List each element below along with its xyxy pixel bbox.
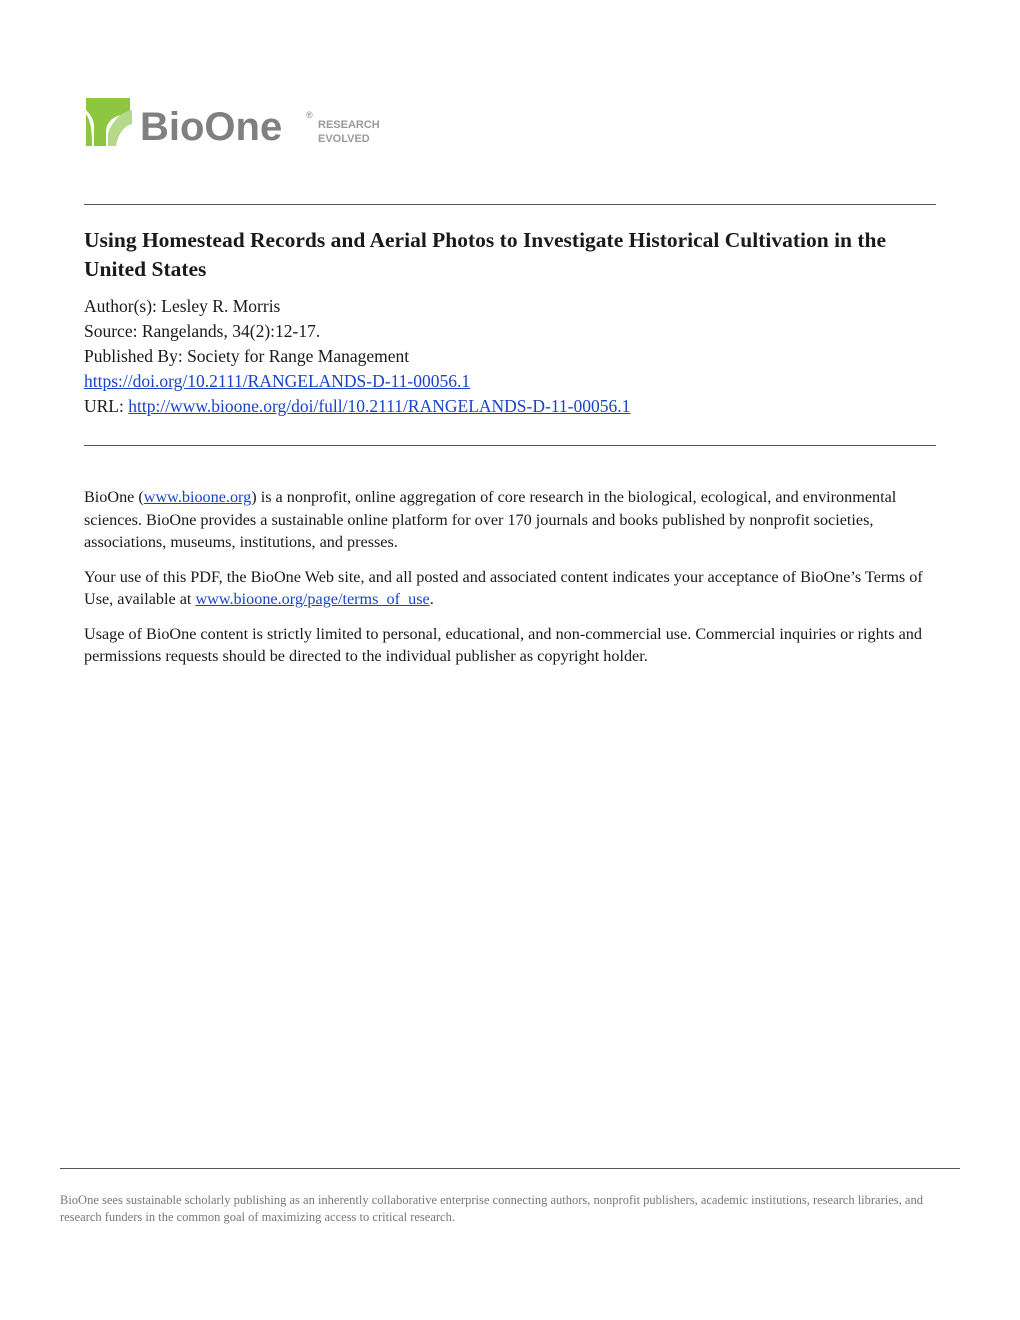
source-value: Rangelands, 34(2):12-17.	[141, 321, 321, 341]
terms-of-use-link[interactable]: www.bioone.org/page/terms_of_use	[195, 590, 430, 608]
article-metadata	[84, 294, 936, 419]
url-line: URL: http://www.bioone.org/doi/full/10.2111/RANGELANDS-D-11-00056.1	[84, 396, 631, 416]
bioone-logo	[84, 96, 404, 152]
top-divider	[84, 204, 936, 205]
author-name: Lesley R. Morris	[161, 296, 281, 316]
svg-text:®: ®	[306, 110, 313, 120]
footer-divider	[60, 1168, 960, 1169]
about-paragraph-1: BioOne (www.bioone.org) is a nonprofit, online aggregation of core research in the biological, ecological, and environmental sciences. BioOne provides a sustainable online platform for over 170 journals and books published by nonprofit societies, associations, museums, institutions, and presses.	[84, 488, 897, 551]
publisher-value: Society for Range Management	[187, 346, 410, 366]
author-line: Author(s): Lesley R. Morris	[84, 296, 281, 316]
bioone-leaf-icon	[84, 96, 404, 152]
logo-tagline-2: EVOLVED	[318, 133, 370, 145]
doi-line	[84, 369, 936, 394]
doi-link[interactable]: https://doi.org/10.2111/RANGELANDS-D-11-00056.1	[84, 371, 471, 391]
middle-divider	[84, 445, 936, 446]
footer-note: BioOne sees sustainable scholarly publishing as an inherently collaborative enterprise connecting authors, nonprofit publishers, academic institutions, research libraries, and research funders in the common goal of maximizing access to critical research.	[60, 1193, 923, 1224]
publisher-line: Published By: Society for Range Management	[84, 346, 410, 366]
about-paragraph-2: Your use of this PDF, the BioOne Web site, and all posted and associated content indicates your acceptance of BioOne’s Terms of Use, available at www.bioone.org/page/terms_of_use.	[84, 567, 923, 608]
bioone-home-link[interactable]: www.bioone.org	[143, 488, 252, 506]
about-paragraph-3: Usage of BioOne content is strictly limited to personal, educational, and non-commercial use. Commercial inquiries or rights and permissions requests should be directed to the individual publisher as copyright holder.	[84, 624, 922, 665]
source-line: Source: Rangelands, 34(2):12-17.	[84, 321, 321, 341]
logo-tagline-1: RESEARCH	[318, 119, 380, 131]
article-title: Using Homestead Records and Aerial Photos to Investigate Historical Cultivation in the United States	[84, 228, 887, 281]
about-section	[84, 486, 944, 680]
logo-wordmark: BioOne	[140, 105, 283, 149]
full-text-link[interactable]: http://www.bioone.org/doi/full/10.2111/RANGELANDS-D-11-00056.1	[128, 396, 631, 416]
